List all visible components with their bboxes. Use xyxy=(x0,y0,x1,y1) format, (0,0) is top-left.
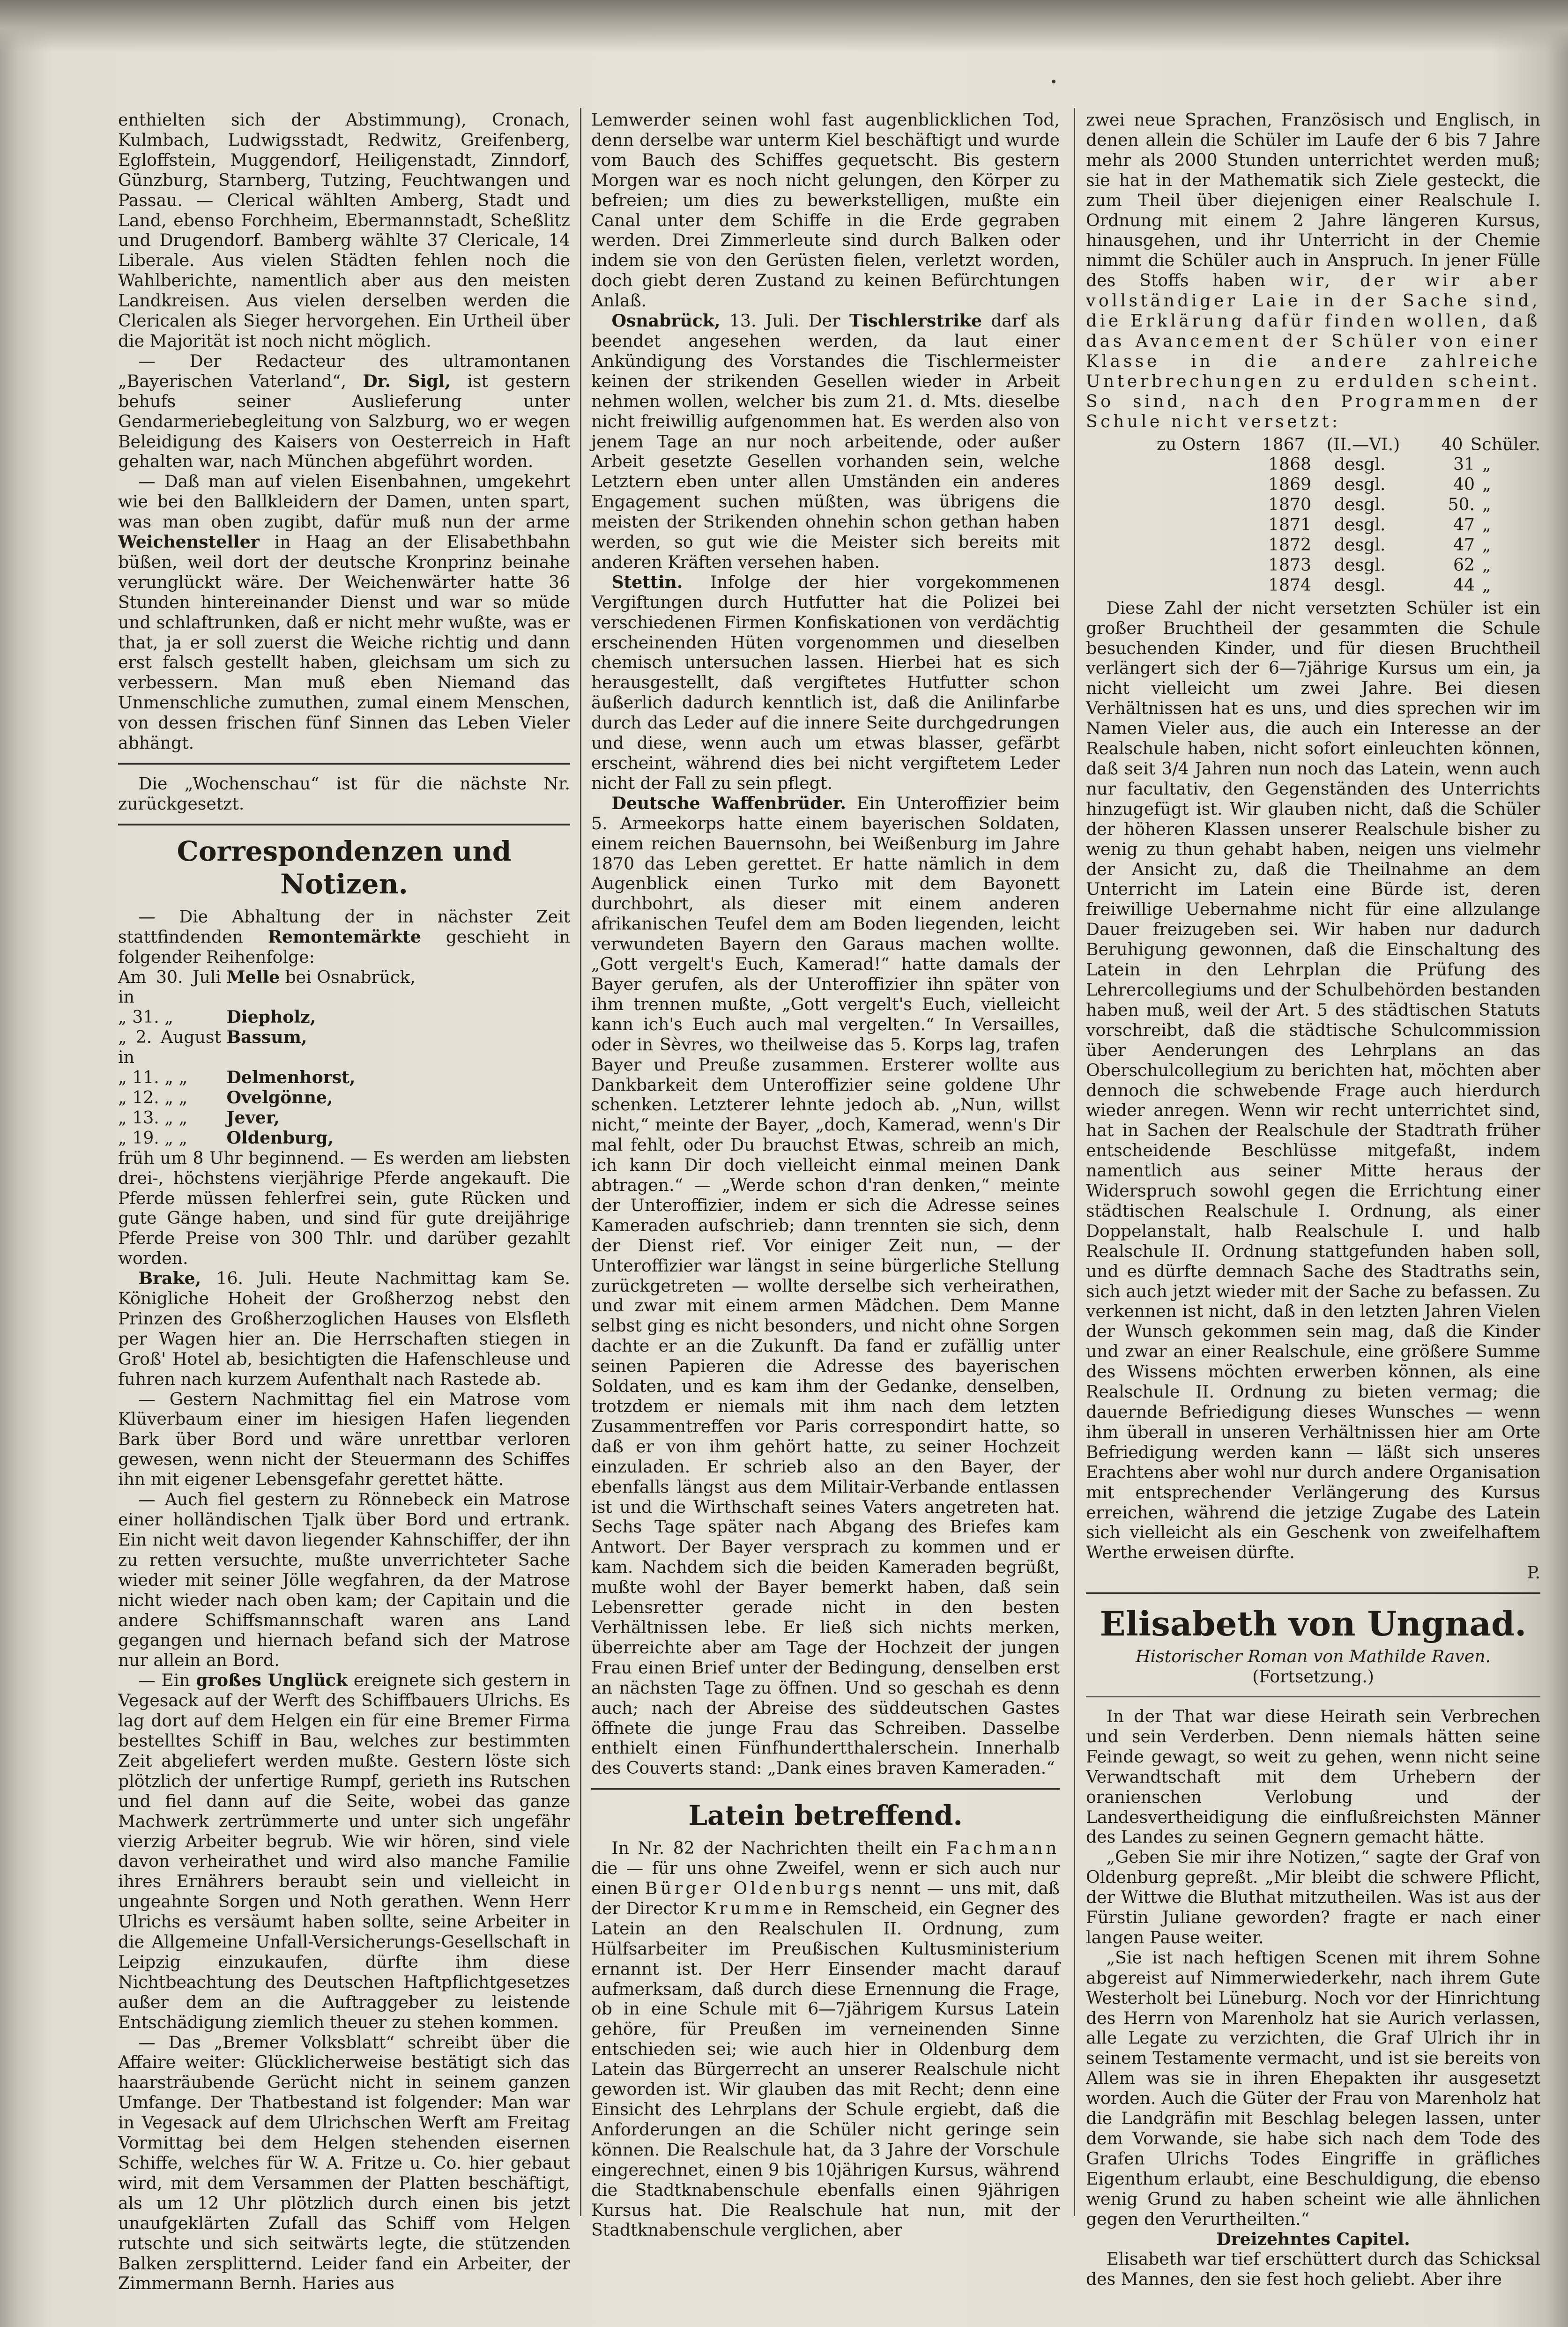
novel-paragraph: „Sie ist nach heftigen Scenen mit ihrem Sohne abgereist auf Nimmerwiederkehr, nach ihrem Gute Westerholt bei Lüneburg. Noch vor der Hinrichtung des Herrn von Marenholz hat sie Aurich verlassen, alle Legate zu verzichten, die Graf Ulrich ihr in seinem Testamente vermacht, und ist sie bereits von Allem was sie in ihren Ehepakten ihr ausgesetzt worden. Auch die Güter der Frau von Marenholz hat die Landgräfin mit Beschlag belegen lassen, unter dem Vorwande, sie habe sich nach dem Tode des Grafen Ulrichs Todes Eingriffe in gräfliches Eigenthum erlaubt, eine Beschuldigung, die ebenso wenig Grund zu haben scheint wie alle ähnlichen gegen den Verurtheilten.“ xyxy=(1086,1947,1540,2229)
article-remontemaerkte: — Die Abhaltung der in nächster Zeit stattfindenden Remontemärkte geschieht in folgender Reihenfolge: xyxy=(118,906,570,967)
article-stettin: Stettin. Infolge der hier vorgekommenen Vergiftungen durch Hutfutter hat die Polizei bei verschiedenen Firmen Konfiskationen von verdächtig erscheinenden Hüten vorgenommen und dieselben chemisch untersuchen lassen. Hierbei hat es sich herausgestellt, daß vergiftetes Hutfutter schon äußerlich dadurch kenntlich ist, daß die Anilinfarbe durch das Leder auf die innere Seite durchgedrungen und diese, wenn auch um etwas blasser, gefärbt erscheint, während dies bei nicht vergiftetem Leder nicht der Fall zu sein pflegt. xyxy=(591,572,1060,793)
novel-subtitle: Historischer Roman von Mathilde Raven. xyxy=(1135,1646,1491,1667)
schedule-row: „ 19. „ „ Oldenburg, xyxy=(118,1127,334,1148)
table-row: 1871 desgl. 47 „ xyxy=(1268,514,1491,535)
novel-paragraph: Elisabeth war tief erschüttert durch das Schicksal des Mannes, den sie fest hoch geliebt. Aber ihre xyxy=(1086,2249,1540,2290)
notice-wochenschau: Die „Wochenschau“ ist für die nächste Nr. zurückgesetzt. xyxy=(118,773,570,814)
divider xyxy=(1086,1696,1540,1697)
section-heading-correspondence: Correspondenzen und Notizen. xyxy=(177,835,512,900)
article-roennebeck: — Auch fiel gestern zu Rönnebeck ein Matrose einer holländischen Tjalk über Bord und ertrank. Ein nicht weit davon liegender Kahnschiffer, der ihn zu retten versuchte, mußte unverrichteter Sache wieder mit seiner Jölle wegfahren, da der Matrose nicht wieder nach oben kam; der Capitain und die andere Schiffsmannschaft waren ans Land gegangen und hiernach befand sich der Matrose nur allein an Bord. xyxy=(118,1489,570,1671)
article-brake: Brake, 16. Juli. Heute Nachmittag kam Se. Königliche Hoheit der Großherzog nebst den Prinzen des Großherzoglichen Hauses von Elsfleth per Wagen hier an. Die Herrschaften stiegen in Groß' Hotel ab, besichtigten die Hafenschleuse und fuhren nach kurzem Aufenthalt nach Rastede ab. xyxy=(118,1268,570,1389)
keyword-waffenbrueder: Deutsche Waffenbrüder. xyxy=(611,793,846,813)
market-schedule xyxy=(118,967,570,1148)
article-volksblatt: — Das „Bremer Volksblatt“ schreibt über die Affaire weiter: Glücklicherweise bestätigt sich das haarsträubende Gerücht nicht in seinem ganzen Umfange. Der Thatbestand ist folgender: Man war in Vegesack auf dem Ulrichschen Werft am Freitag Vormittag bei dem Helgen stehenden eisernen Schiffe, welches für W. A. Fritze u. Co. hier gebaut wird, mit dem Versammen der Platten beschäftigt, als um 12 Uhr plötzlich durch einen bis jetzt unaufgeklärten Zufall das Schiff vom Helgen rutschte und sich seitwärts legte, die stützenden Balken zersplitternd. Leider fand ein Arbeiter, der Zimmermann Bernh. Haries aus xyxy=(118,2032,570,2294)
divider xyxy=(1086,1592,1540,1594)
keyword-stettin: Stettin. xyxy=(611,572,683,592)
article-latein: In Nr. 82 der Nachrichten theilt ein Fachmann die — für uns ohne Zweifel, wenn er sich auch nur einen Bürger Oldenburgs nennt — uns mit, daß der Director Krumme in Remscheid, ein Gegner des Latein an den Realschulen II. Ordnung, zum Hülfsarbeiter im Preußischen Kultusministerium ernannt ist. Der Herr Einsender macht darauf aufmerksam, daß durch diese Ernennung die Frage, ob in eine Schule mit 6—7jährigem Kursus Latein gehöre, für Preußen im verneinenden Sinne entschieden sei; wie auch hier in Oldenburg dem Latein das Bürgerrecht an unserer Realschule nicht geworden ist. Wir glauben das mit Recht; denn eine Einsicht des Lehrplans der Schule ergiebt, daß die Anforderungen an die Schüler nicht geringe sein können. Die Realschule hat, da 3 Jahre der Vorschule eingerechnet, einen 9 bis 10jährigen Kursus, während die Stadtknabenschule ebenfalls einen 9jährigen Kursus hat. Die Realschule hat nun, mit der Stadtknabenschule verglichen, aber xyxy=(591,1838,1060,2240)
schedule-row: „ 2. August in Bassum, xyxy=(118,1027,307,1068)
keyword-dr-sigl: Dr. Sigl, xyxy=(363,371,451,391)
table-row: 1868 desgl. 31 „ xyxy=(1268,454,1491,475)
article-vegesack-accident: — Ein großes Unglück ereignete sich gestern in Vegesack auf der Werft des Schiffbauers Ulrichs. Es lag dort auf dem Helgen ein für eine Bremer Firma bestelltes Schiff in Bau, welches zur bestimmten Zeit abgeliefert werden mußte. Gestern löste sich plötzlich der unfertige Rumpf, gerieth ins Rutschen und fiel dann auf die Seite, wobei das ganze Machwerk zertrümmerte und unter sich ungefähr vierzig Arbeiter begrub. Wie wir hören, sind viele davon verheirathet und wird also manche Familie ihres Ernährers beraubt sein und vielleicht in ungeahnte Sorgen und Noth gerathen. Wenn Herr Ulrichs es versäumt haben sollte, seine Arbeiter in die Allgemeine Unfall-Versicherungs-Gesellschaft in Leipzig einzukaufen, dürfte ihm diese Nichtbeachtung des Deutschen Haftpflichtgesetzes außer dem an die Auftraggeber zu leistende Entschädigung ziemlich theuer zu stehen kommen. xyxy=(118,1670,570,2032)
keyword-brake: Brake, xyxy=(138,1268,201,1289)
column-middle xyxy=(591,110,1060,2240)
table-row: zu Ostern 1867 (II.—VI.) 40 Schüler. xyxy=(1156,434,1540,454)
author-signature: P. xyxy=(1527,1562,1540,1583)
novel-continuation-note: (Fortsetzung.) xyxy=(1252,1666,1374,1687)
column-rule-left xyxy=(580,108,581,2216)
divider xyxy=(118,763,570,765)
novel-title: Elisabeth von Ungnad. xyxy=(1100,1604,1527,1644)
table-row: 1870 desgl. 50. „ xyxy=(1268,494,1491,515)
schedule-row: „ 12. „ „ Ovelgönne, xyxy=(118,1087,333,1108)
table-row: 1872 desgl. 47 „ xyxy=(1268,535,1491,555)
novel-paragraph: In der That war diese Heirath sein Verbrechen und sein Verderben. Denn niemals hätten seine Feinde gewagt, so weit zu gehen, wenn nicht seine Verwandtschaft mit dem Urhebern der oranienschen Verlobung und der Landesvertheidigung die einflußreichsten Männer des Landes zu seinen Gegnern gemacht hätte. xyxy=(1086,1706,1540,1847)
table-row: 1873 desgl. 62 „ xyxy=(1268,554,1491,575)
article-bavarian-elections: enthielten sich der Abstimmung), Cronach, Kulmbach, Ludwigsstadt, Redwitz, Greifenberg, Egloffstein, Muggendorf, Heiligenstadt, Zinndorf, Günzburg, Starnberg, Tutzing, Feuchtwangen und Passau. — Clerical wählten Amberg, Stadt und Land, ebenso Forchheim, Ebermannstadt, Scheßlitz und Drugendorf. Bamberg wählte 37 Clericale, 14 Liberale. Aus vielen Städten fehlen noch die Wahlberichte, namentlich aber aus den meisten Landkreisen. Aus vielen derselben werden die Clericalen als Sieger hervorgehen. Ein Urtheil über die Majorität ist noch nicht möglich. xyxy=(118,110,570,351)
divider xyxy=(591,1788,1060,1790)
article-sailor-rescued: — Gestern Nachmittag fiel ein Matrose vom Klüverbaum einer im hiesigen Hafen liegenden Bark über Bord und wäre unrettbar verloren gewesen, wenn nicht der Steuermann des Schiffes ihn mit eigener Lebensgefahr gerettet hätte. xyxy=(118,1389,570,1490)
article-waffenbrueder: Deutsche Waffenbrüder. Ein Unteroffizier beim 5. Armeekorps hatte einem bayerischen Soldaten, einem reichen Bauernsohn, bei Weißenburg im Jahre 1870 das Leben gerettet. Er hatte nämlich in dem Augenblick einen Turko mit dem Bayonett durchbohrt, als dieser mit einem anderen afrikanischen Teufel dem am Boden liegenden, leicht verwundeten Bayern den Garaus machen wollte. „Gott vergelt's Euch, Kamerad!“ hatte damals der Bayer gerufen, als der Unteroffizier ihn später von ihm trennen mußte, „Gott vergelt's Euch, vielleicht kann ich's Euch auch mal vergelten.“ In Versailles, oder in Sèvres, wo theilweise das 5. Korps lag, trafen Bayer und Preuße zusammen. Ersterer wollte aus Dankbarkeit dem Unteroffizier seine goldene Uhr schenken. Letzterer lehnte jedoch ab. „Nun, willst nicht,“ meinte der Bayer, „doch, Kamerad, wenn's Dir mal fehlt, oder Du brauchst Etwas, schreib an mich, ich kann Dir doch vielleicht einmal meinen Dank abtragen.“ — „Werde schon d'ran denken,“ meinte der Unteroffizier, indem er sich die Adresse seines Kameraden aufschrieb; dann trennten sie sich, denn der Dienst rief. Vor einiger Zeit nun, — der Unteroffizier war längst in seine bürgerliche Stellung zurückgetreten — wollte derselbe sich verheirathen, und zwar mit einem armen Mädchen. Dem Manne selbst ging es nicht besonders, und nicht ohne Sorgen dachte er an die Zukunft. Da fand er zufällig unter seinen Papieren die Adresse des bayerischen Soldaten, und es kam ihm der Gedanke, denselben, trotzdem er niemals mit ihm nach dem letzten Zusammentreffen vor Paris correspondirt hatte, so daß er von ihm gehört hatte, zu seiner Hochzeit einzuladen. Er schrieb also an den Bayer, der ebenfalls längst aus dem Militair-Verbande entlassen ist und die Wirthschaft seines Vaters angetreten hat. Sechs Tage später nach Abgang des Briefes kam Antwort. Der Bayer versprach zu kommen und er kam. Nachdem sich die beiden Kameraden begrüßt, mußte wohl der Bayer bemerkt haben, daß sein Lebensretter gerade nicht in den besten Verhältnissen lebe. Er ließ sich nichts merken, überreichte aber am Tage der Hochzeit der jungen Frau einen Brief unter der Bedingung, denselben erst an nächsten Tage zu öffnen. Und so geschah es denn auch; nach der Abreise des süddeutschen Gastes öffnete die junge Frau das Schreiben. Dasselbe enthielt einen Fünfhundertthalerschein. Innerhalb des Couverts stand: „Dank eines braven Kameraden.“ xyxy=(591,793,1060,1778)
article-horse-requirements: früh um 8 Uhr beginnend. — Es werden am liebsten drei-, höchstens vierjährige Pferde angekauft. Die Pferde müssen fehlerfrei sein, gute Rücken und gute Gänge haben, und sind für gute dreijährige Pferde Preise von 300 Thlr. und darüber gezahlt worden. xyxy=(118,1147,570,1269)
column-rule-right xyxy=(1074,108,1075,2216)
column-right xyxy=(1086,110,1540,2290)
schedule-row: Am 30. Juli in Melle bei Osnabrück, xyxy=(118,966,416,1007)
novel-paragraph: „Geben Sie mir ihre Notizen,“ sagte der Graf von Oldenburg gepreßt. „Mir bleibt die schwere Pflicht, der Wittwe die Bluthat mitzutheilen. Was ist aus der Fürstin Juliane geworden? fragte er nach einer langen Pause weiter. xyxy=(1086,1847,1540,1948)
keyword-osnabrueck: Osnabrück, xyxy=(611,311,721,331)
column-left xyxy=(118,110,571,2294)
section-heading-latein: Latein betreffend. xyxy=(688,1799,963,1832)
article-lemwerder: Lemwerder seinen wohl fast augenblicklichen Tod, denn derselbe war unterm Kiel beschäftigt und wurde vom Bauch des Schiffes gequetscht. Bis gestern Morgen war es noch nicht gelungen, den Körper zu befreien; um dies zu bewerkstelligen, mußte ein Canal unter dem Schiffe in die Erde gegraben werden. Drei Zimmerleute sind durch Balken oder indem sie von den Gerüsten fielen, verletzt worden, doch giebt deren Zustand zu keinen Befürchtungen Anlaß. xyxy=(591,110,1060,311)
keyword-unglueck: großes Unglück xyxy=(196,1670,348,1691)
divider xyxy=(118,824,570,825)
article-osnabrueck: Osnabrück, 13. Juli. Der Tischlerstrike darf als beendet angesehen werden, da laut einer Ankündigung des Vorstandes die Tischlermeister keinen der strikenden Gesellen wieder in Arbeit nehmen wollen, welcher bis zum 21. d. Mts. dieselbe nicht freiwillig aufgenommen hat. Es werden also von jenem Tage an nur noch arbeitende, oder außer Arbeit gesetzte Gesellen vorhanden sein, welche Letztern eben unter allen Umständen ein anderes Engagement suchen müßten, was übrigens die meisten der Strikenden ohnehin schon gethan haben werden, so gut wie die Meister sich bereits mit anderen Kräften versehen haben. xyxy=(591,311,1060,572)
article-weichensteller: — Daß man auf vielen Eisenbahnen, umgekehrt wie bei den Ballkleidern der Damen, unten spart, was man oben zugibt, dafür muß nun der arme Weichensteller in Haag an der Elisabethbahn büßen, weil dort der deutsche Kronprinz beinahe verunglückt wäre. Der Weichenwärter hatte 36 Stunden hintereinander Dienst und war so müde und schlaftrunken, daß er nicht mehr wußte, was er that, ja er soll zuerst die Weiche richtig und dann erst falsch gestellt haben, gleichsam um sich zu verbessern. Man muß eben Niemand das Unmenschliche zumuthen, zumal einem Menschen, von dessen frischen fünf Sinnen das Leben Vieler abhängt. xyxy=(118,471,570,753)
keyword-tischlerstrike: Tischlerstrike xyxy=(849,311,982,331)
article-latein-conclusion: Diese Zahl der nicht versetzten Schüler ist ein großer Bruchtheil der gesammten die Schule besuchenden Kinder, und für diesen Bruchtheil verlängert sich der 6—7jährige Kursus um ein, ja nicht vielleicht um zwei Jahre. Bei diesen Verhältnissen hat es uns, und dies sprechen wir im Namen Vieler aus, die auch ein Interesse an der Realschule haben, nicht sofort einleuchten können, daß seit 3/4 Jahren nun noch das Latein, wenn auch nur facultativ, den Gegenständen des Unterrichts hinzugefügt ist. Wir glauben nicht, daß die Schüler der höheren Klassen unserer Realschule bisher zu wenig zu thun gehabt haben, neigen uns vielmehr der Ansicht zu, daß die Theilnahme an dem Unterricht im Latein eine Bürde ist, deren freiwillige Uebernahme nicht für eine allzulange Dauer freizugeben sei. Wir haben nur dadurch Beruhigung gewonnen, daß die Einschaltung des Latein in den Lehrplan die Prüfung des Lehrercollegiums und der Schulbehörden bestanden haben muß, weil der Art. 5 des städtischen Statuts vorschreibt, daß die städtische Schulcommission über Aenderungen des Lehrplans an das Oberschulcollegium zu berichten hat, möchten aber dennoch die schwebende Frage auch hierdurch wieder anregen. Wenn wir recht unterrichtet sind, hat in Sachen der Realschule der Stadtrath früher entscheidende Beschlüsse mitgefaßt, indem namentlich aus seiner Mitte heraus der Widerspruch sowohl gegen die Errichtung einer städtischen Realschule I. Ordnung, als einer Doppelanstalt, halb Realschule I. und halb Realschule II. Ordnung stattgefunden haben soll, und es dürfte demnach Sache des Stadtraths sein, sich auch jetzt wieder mit der Sache zu befassen. Zu verkennen ist nicht, daß in den letzten Jahren Vielen der Wunsch gekommen sein mag, daß die Kinder und zwar an einer Realschule, eine größere Summe des Wissens möchten erwerben können, als eine Realschule II. Ordnung zu bieten vermag; die dauernde Befriedigung dieses Wunsches — wenn ihm überall in unseren Verhältnissen hier am Orte Befriedigung werden kann — läßt sich unseres Erachtens aber wohl nur durch andere Organisation mit entsprechender Verlängerung des Kursus erreichen, während die jetzige Zugabe des Latein sich vielleicht als ein Geschenk von zweifelhaftem Werthe erweisen dürfte. xyxy=(1086,597,1540,1563)
chapter-heading: Dreizehntes Capitel. xyxy=(1216,2229,1410,2249)
table-row: 1874 desgl. 44 „ xyxy=(1268,574,1491,595)
keyword-weichensteller: Weichensteller xyxy=(118,532,260,552)
schedule-row: „ 11. „ „ Delmenhorst, xyxy=(118,1067,356,1088)
pupils-not-promoted-table xyxy=(1086,435,1540,595)
keyword-remontemaerkte: Remontemärkte xyxy=(268,926,421,947)
article-dr-sigl: — Der Redacteur des ultramontanen „Bayerischen Vaterland“, Dr. Sigl, ist gestern behufs seiner Auslieferung unter Gendarmeriebegleitung von Salzburg, wo er wegen Beleidigung des Kaisers von Oesterreich in Haft gehalten war, nach München abgeführt worden. xyxy=(118,350,571,472)
schedule-row: „ 13. „ „ Jever, xyxy=(118,1107,280,1128)
schedule-row: „ 31. „ Diepholz, xyxy=(118,1007,316,1027)
printing-pin-mark xyxy=(1052,80,1055,83)
table-row: 1869 desgl. 40 „ xyxy=(1268,474,1491,495)
article-latein-continued: zwei neue Sprachen, Französisch und Englisch, in denen allein die Schüler im Laufe der 6 bis 7 Jahre mehr als 2000 Stunden unterrichtet werden muß; sie hat in der Mathematik sich Ziele gesteckt, die zum Theil über diejenigen einer Realschule I. Ordnung mit einem 2 Jahre längeren Kursus, hinausgehen, und ihr Unterricht in der Chemie nimmt die Schüler auch in Anspruch. In jener Fülle des Stoffs haben wir, der wir aber vollständiger Laie in der Sache sind, die Erklärung dafür finden wollen, daß das Avancement der Schüler von einer Klasse in die andere zahlreiche Unterbrechungen zu erdulden scheint. So sind, nach den Programmen der Schule nicht versetzt: xyxy=(1086,110,1540,431)
